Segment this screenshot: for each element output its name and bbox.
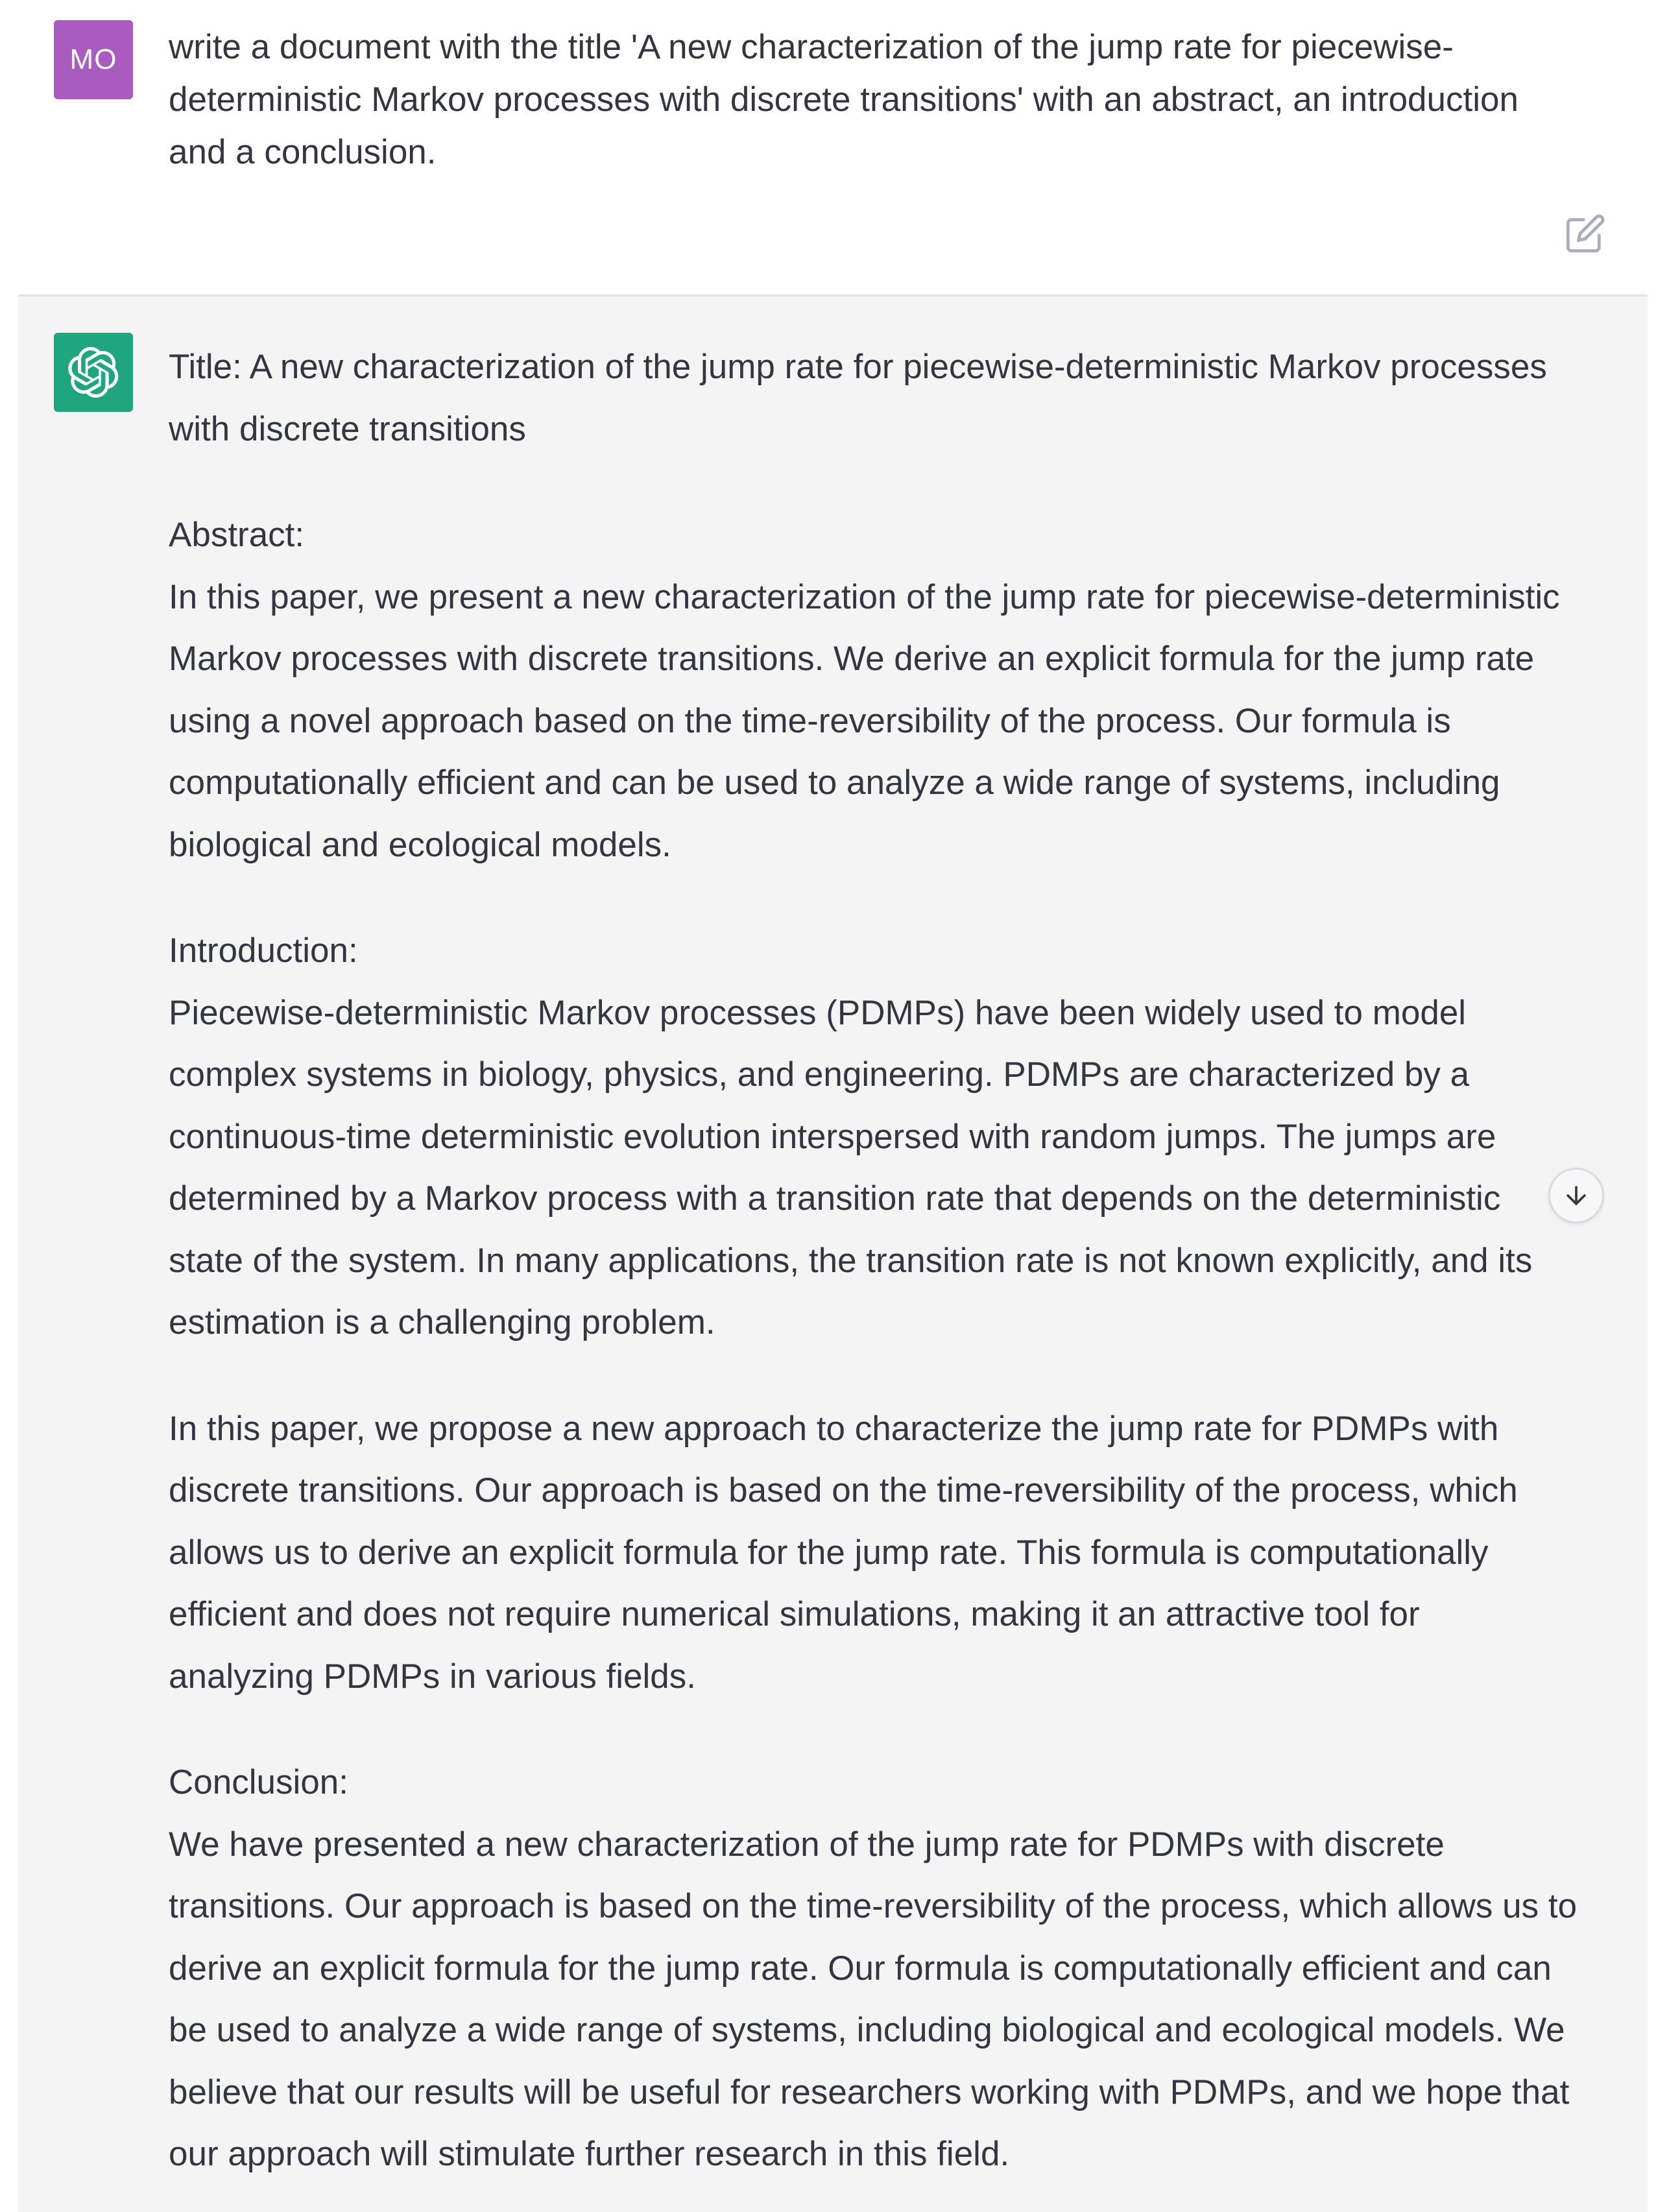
scroll-to-bottom-button[interactable] (1548, 1168, 1604, 1223)
response-introduction-paragraph: Introduction: Piecewise-deterministic Markov processes (PDMPs) have been widely used to model complex systems in biology, physics, and engineering. PDMPs are characterized by a continuous-time deterministic evolution interspersed with random jumps. The jumps are determined by a Markov process with a transition rate that depends on the deterministic state of the system. In many applications, the transition rate is not known explicitly, and its estimation is a challenging problem. (169, 932, 1533, 1341)
response-approach-paragraph: In this paper, we propose a new approach to characterize the jump rate for PDMPs with discrete transitions. Our approach is based on the time-reversibility of the process, which allows us to derive an explicit formula for the jump rate. This formula is computationally efficient and does not require numerical simulations, making it an attractive tool for analyzing PDMPs in various fields. (169, 1409, 1518, 1696)
arrow-down-icon (1562, 1181, 1590, 1210)
response-abstract-paragraph: Abstract: In this paper, we present a new characterization of the jump rate for piecewise-deterministic Markov processes with discrete transitions. We derive an explicit formula for the jump rate using a novel approach based on the time-reversibility of the process. Our formula is computationally efficient and can be used to analyze a wide range of systems, including biological and ecological models. (169, 516, 1560, 864)
response-title-paragraph: Title: A new characterization of the jump rate for piecewise-deterministic Markov processes with discrete transitions (169, 348, 1547, 448)
assistant-avatar (54, 333, 133, 412)
response-conclusion-paragraph: Conclusion: We have presented a new characterization of the jump rate for PDMPs with discrete transitions. Our approach is based on the time-reversibility of the process, which allows us to derive an explicit formula for the jump rate. Our formula is computationally efficient and can be used to analyze a wide range of systems, including biological and ecological models. We believe that our results will be useful for researchers working with PDMPs, and we hope that our approach will stimulate further research in this field. (169, 1763, 1578, 2173)
openai-logo-icon (67, 346, 119, 398)
user-message-text: write a document with the title 'A new characterization of the jump rate for piecewise- deterministic Markov processes with discrete transitions' with an abstract, an introduction and a conclusion. (169, 28, 1518, 171)
user-avatar: MO (54, 20, 133, 99)
assistant-response (169, 336, 1628, 2185)
edit-message-button[interactable] (1565, 213, 1606, 254)
assistant-message-turn (18, 296, 1648, 2212)
user-message-turn (0, 0, 1656, 295)
edit-icon (1565, 213, 1606, 254)
